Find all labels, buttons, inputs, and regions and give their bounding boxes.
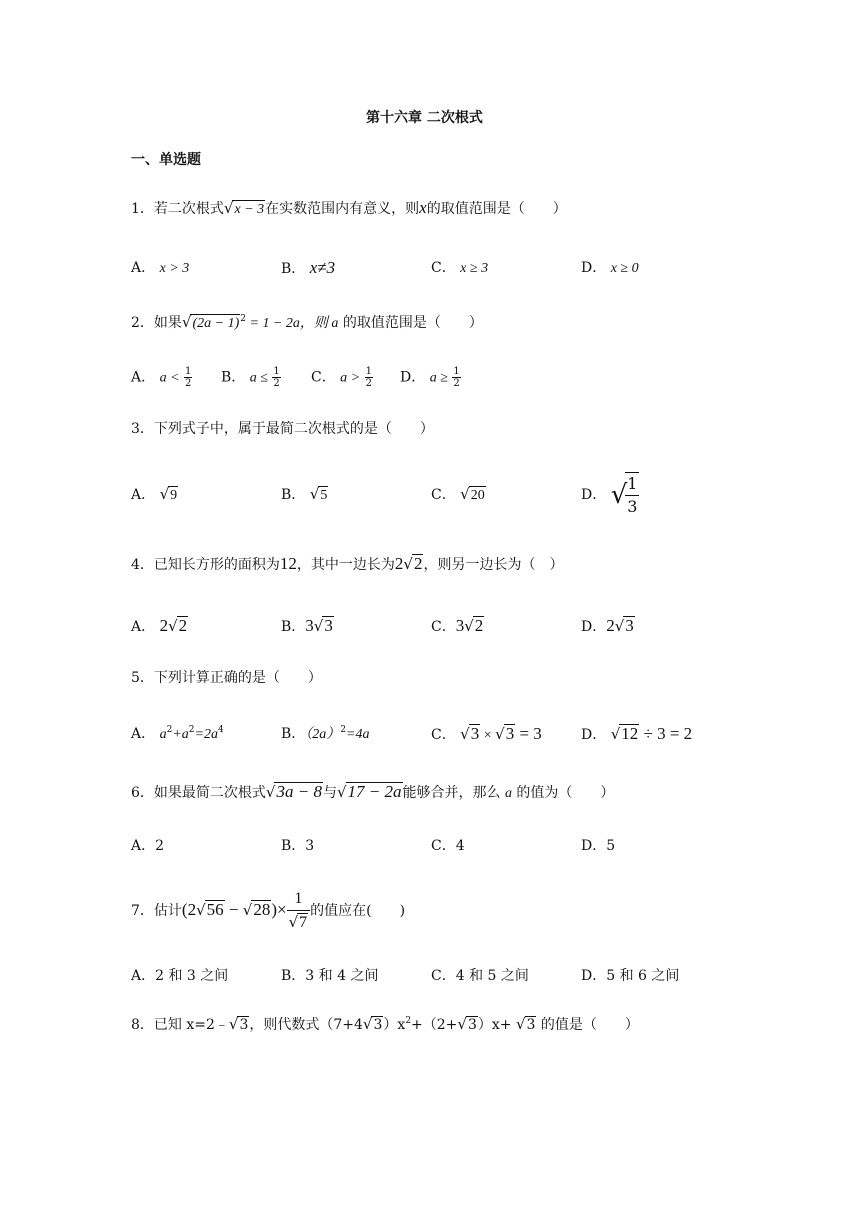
q3-option-a[interactable]: [131, 484, 178, 505]
option-label: B．: [281, 261, 306, 277]
question-6-radicand-2: 17 − 2a: [347, 782, 402, 801]
question-4-coef: 2: [394, 554, 404, 573]
option-label: C．: [431, 260, 456, 276]
radicand: 2: [178, 616, 188, 635]
question-7-radicand-2: 28: [253, 900, 271, 919]
exponent: 2: [188, 725, 195, 735]
question-4: [131, 554, 563, 575]
question-1-prefix: 1．若二次根式: [131, 201, 224, 217]
q1-option-a[interactable]: [131, 258, 189, 279]
question-6-prefix: 6．如果最简二次根式: [131, 785, 266, 801]
sqrt-icon: √: [336, 783, 347, 801]
sqrt-icon: √: [614, 617, 625, 635]
radicand: 12: [621, 724, 639, 743]
exponent: 2: [340, 725, 347, 735]
sqrt-icon: √: [495, 725, 505, 743]
question-2-equation: = 1 − 2a，则: [246, 316, 332, 331]
fraction-num: 1: [453, 366, 460, 377]
option-label: B．: [221, 369, 246, 386]
q7-option-b[interactable]: [281, 966, 378, 986]
fraction-den: 3: [627, 497, 638, 516]
question-8-mid-3: +（2+: [411, 1017, 458, 1033]
question-2-exponent: 2: [240, 314, 246, 324]
section-heading: 一、单选题: [131, 152, 201, 168]
q3-option-b[interactable]: [281, 484, 328, 505]
question-2-end: 的取值范围是（ ）: [338, 315, 483, 331]
option-text: 2 和 3 之间: [155, 968, 229, 984]
sqrt-icon: √: [457, 1015, 467, 1033]
option-label: C．: [431, 619, 456, 635]
option-label: A．: [131, 260, 156, 276]
sqrt-icon: √: [610, 725, 621, 743]
sqrt-icon: √: [228, 1015, 239, 1033]
radicand: 9: [170, 488, 178, 503]
q2-option-c[interactable]: [311, 366, 373, 389]
option-label: A．: [131, 968, 156, 984]
option-label: D．: [581, 260, 607, 276]
option-text: x ≥ 3: [460, 261, 489, 276]
question-2-prefix: 2．如果: [131, 315, 182, 331]
option-label: D．: [581, 727, 607, 743]
q4-option-b[interactable]: [281, 616, 334, 637]
sqrt-icon: √: [515, 1015, 526, 1033]
question-7-end: 的值应在( ): [310, 903, 406, 919]
question-8-radicand-3: 3: [467, 1017, 477, 1033]
coef: 3: [305, 616, 314, 635]
option-text: 2: [155, 838, 165, 854]
question-4-prefix: 4．已知长方形的面积为: [131, 557, 280, 573]
question-6-mid: 与: [322, 785, 337, 801]
fraction-num: 1: [365, 366, 372, 377]
question-8-mid-2: ）x: [383, 1017, 406, 1033]
sqrt-icon: √: [196, 901, 206, 919]
option-label: D．: [581, 619, 607, 635]
radicand: 20: [470, 488, 485, 503]
fraction: [625, 472, 639, 518]
question-4-radicand: 2: [413, 554, 423, 573]
question-1-radicand: x − 3: [234, 202, 265, 217]
fraction-num: 1: [625, 473, 639, 496]
question-8-radicand-2: 3: [373, 1017, 383, 1033]
option-label: B．: [281, 487, 306, 503]
radicand: 5: [320, 488, 328, 503]
fraction-den: 2: [453, 378, 460, 389]
option-term: =2a: [194, 727, 218, 742]
q7-option-d[interactable]: [581, 966, 679, 986]
option-label: A．: [131, 369, 156, 386]
q6-option-a[interactable]: [131, 836, 164, 856]
option-relation: a >: [340, 370, 361, 386]
radicand: 3: [625, 616, 634, 635]
q7-option-c[interactable]: [431, 966, 529, 986]
question-8-end: 的值是（ ）: [536, 1017, 639, 1033]
option-label: B．: [281, 726, 306, 742]
option-label: C．: [431, 487, 456, 503]
option-label: B．: [281, 968, 306, 984]
option-label: D．: [581, 968, 607, 984]
option-text: 5 和 6 之间: [606, 968, 680, 984]
q4-option-c[interactable]: [431, 616, 484, 637]
question-2: [131, 312, 483, 334]
question-3: 3．下列式子中，属于最简二次根式的是（ ）: [131, 421, 434, 437]
option-label: D．: [400, 369, 426, 386]
fraction: [452, 366, 460, 389]
question-1-end: 的取值范围是（ ）: [426, 201, 567, 217]
q3-option-d[interactable]: [581, 472, 639, 518]
question-4-end: ，则另一边长为（ ）: [423, 557, 564, 573]
sqrt-icon: √: [181, 313, 192, 331]
question-4-area: 12: [279, 554, 297, 573]
option-text: 4 和 5 之间: [455, 968, 529, 984]
q3-option-c[interactable]: [431, 484, 486, 505]
option-label: C．: [431, 838, 456, 854]
sqrt-icon: √: [223, 199, 234, 217]
q5-option-d[interactable]: [581, 724, 692, 745]
option-relation: a ≤: [249, 370, 268, 386]
sqrt-icon: √: [460, 725, 470, 743]
exponent: 4: [217, 725, 224, 735]
option-relation: a ≥: [429, 370, 448, 386]
fraction-num: 1: [287, 888, 311, 911]
sqrt-icon: √: [313, 617, 324, 635]
option-label: C．: [311, 369, 336, 386]
option-term: ÷ 3 = 2: [639, 724, 693, 743]
sqrt-icon: √: [242, 901, 253, 919]
question-7-close: )×: [271, 900, 287, 919]
sqrt-icon: √: [403, 555, 413, 573]
option-term: +a: [172, 727, 189, 742]
question-2-var: a: [331, 316, 339, 331]
sqrt-icon: √: [610, 480, 628, 510]
question-6: [131, 782, 614, 804]
q6-option-b[interactable]: [281, 836, 314, 856]
question-8-radicand-4: 3: [526, 1017, 536, 1033]
sqrt-icon: √: [168, 617, 178, 635]
option-text: x≠3: [309, 258, 336, 277]
option-label: A．: [131, 619, 156, 635]
fraction-num: 1: [273, 366, 280, 377]
question-6-radicand-1: 3a − 8: [276, 782, 322, 801]
option-term: = 3: [515, 724, 542, 743]
fraction: [287, 888, 311, 934]
question-1-suffix: 在实数范围内有意义，则: [265, 201, 420, 217]
coef: 3: [455, 616, 465, 635]
option-text: 5: [606, 838, 616, 854]
option-text: x > 3: [159, 261, 190, 276]
sqrt-icon: √: [288, 913, 299, 931]
question-6-end-2: 的值为（ ）: [511, 785, 615, 801]
option-label: A．: [131, 487, 156, 503]
question-7-radicand-1: 56: [206, 900, 224, 919]
fraction: [365, 366, 373, 389]
q5-option-c[interactable]: [431, 724, 542, 746]
fraction-den: [287, 911, 311, 934]
question-8-mid-1: ，则代数式（7+4: [249, 1017, 363, 1033]
coef: 2: [159, 616, 169, 635]
q4-option-a[interactable]: [131, 616, 188, 637]
exponent: 2: [166, 725, 173, 735]
question-5: 5．下列计算正确的是（ ）: [131, 670, 322, 686]
coef: 2: [606, 616, 615, 635]
question-7-prefix: 7．估计: [131, 903, 182, 919]
radicand: 2: [474, 616, 484, 635]
option-term: a: [159, 727, 167, 742]
question-7-minus: −: [224, 900, 243, 919]
q2-option-a[interactable]: [131, 366, 192, 389]
radicand: 3: [505, 724, 515, 743]
q1-option-d[interactable]: [581, 258, 639, 279]
option-label: C．: [431, 968, 456, 984]
option-label: D．: [581, 838, 607, 854]
fraction-den: 2: [184, 378, 192, 389]
sqrt-icon: √: [460, 485, 470, 503]
question-8: [131, 1014, 639, 1035]
question-8-mid-4: ）x+: [477, 1017, 516, 1033]
fraction-den-radicand: 7: [299, 914, 308, 931]
q4-option-d[interactable]: [581, 616, 635, 637]
option-label: B．: [281, 838, 306, 854]
option-relation: a <: [159, 370, 180, 386]
fraction-den: 2: [273, 378, 280, 389]
option-text: 4: [455, 838, 465, 854]
question-1-var: x: [419, 198, 427, 217]
q6-option-d[interactable]: [581, 836, 615, 856]
option-label: A．: [131, 838, 156, 854]
page-title: 第十六章 二次根式: [366, 110, 483, 126]
fraction: [272, 366, 280, 389]
sqrt-icon: √: [159, 485, 170, 503]
sqrt-icon: √: [309, 485, 320, 503]
fraction: [184, 366, 192, 389]
radicand: 3: [470, 724, 480, 743]
option-label: A．: [131, 726, 156, 742]
sqrt-icon: √: [464, 617, 474, 635]
question-8-exponent: 2: [405, 1016, 412, 1026]
q5-option-b[interactable]: [281, 724, 369, 745]
option-text: 3 和 4 之间: [305, 968, 379, 984]
option-term: =4a: [346, 727, 370, 742]
question-4-mid: ，其中一边长为: [296, 557, 395, 573]
question-8-prefix: 8．已知 x=2﹣: [131, 1017, 229, 1033]
option-label: C．: [431, 727, 456, 743]
q1-option-c[interactable]: [431, 258, 488, 279]
question-8-radicand-1: 3: [239, 1017, 249, 1033]
q1-option-b[interactable]: [281, 258, 335, 279]
q7-option-a[interactable]: [131, 966, 228, 986]
q5-option-a[interactable]: [131, 724, 224, 745]
question-1: [131, 198, 567, 219]
radicand: 3: [324, 616, 333, 635]
fraction-den: 2: [365, 378, 372, 389]
q6-option-c[interactable]: [431, 836, 465, 856]
operator: ×: [480, 728, 496, 743]
q2-option-d[interactable]: [400, 366, 461, 389]
option-label: B．: [281, 619, 306, 635]
question-7: [131, 886, 405, 935]
option-text: 3: [305, 838, 315, 854]
sqrt-icon: √: [362, 1015, 373, 1033]
option-term: （2a）: [305, 727, 341, 742]
option-text: x ≥ 0: [610, 261, 639, 276]
sqrt-icon: √: [265, 783, 276, 801]
fraction-num: 1: [184, 366, 192, 377]
option-label: D．: [581, 487, 607, 503]
question-6-var: a: [504, 786, 512, 801]
question-6-end: 能够合并，那么: [402, 785, 505, 801]
question-7-open: (2: [181, 900, 197, 919]
question-2-radicand: (2a − 1): [192, 316, 240, 331]
q2-option-b[interactable]: [221, 366, 281, 389]
